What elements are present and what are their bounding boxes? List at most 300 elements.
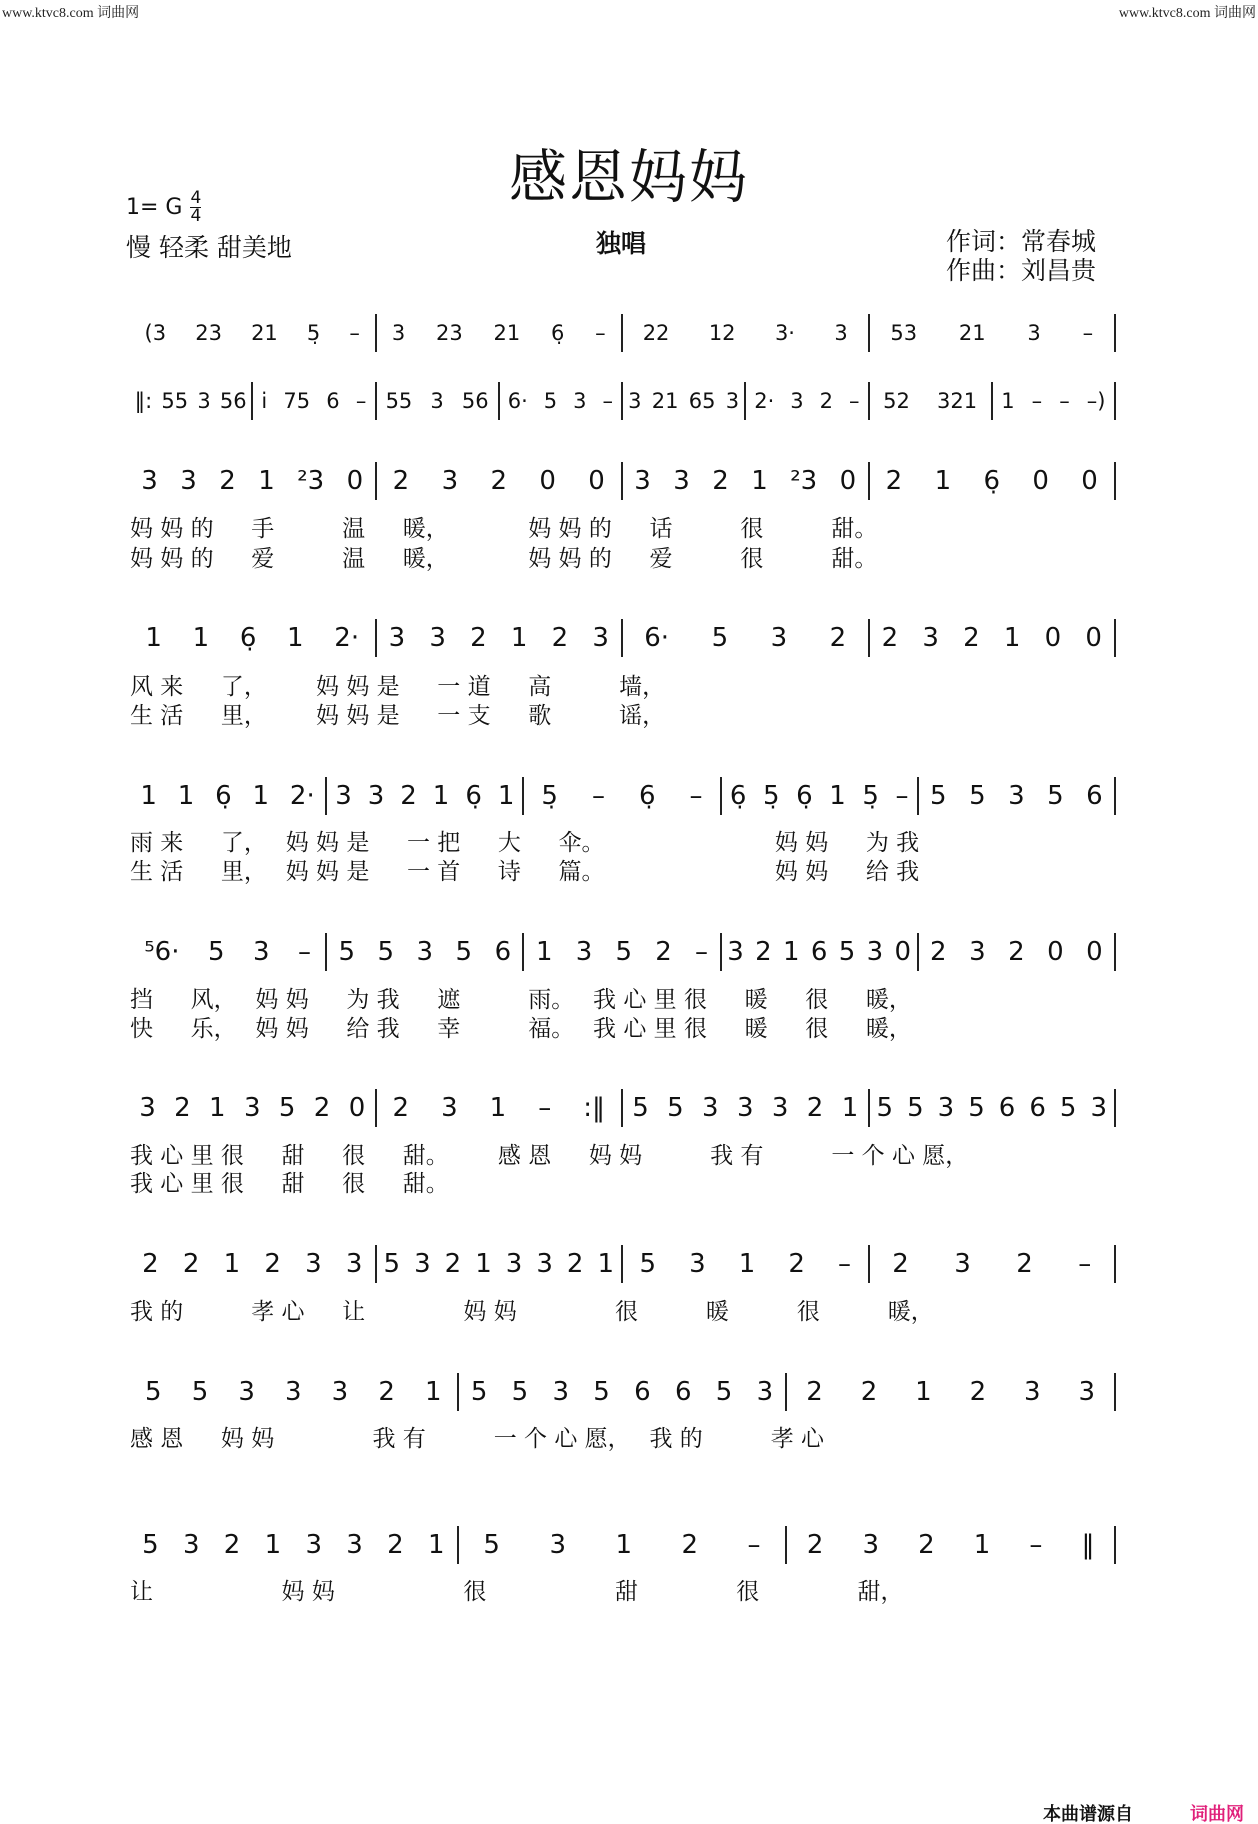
note: 55 [161, 389, 189, 413]
note: 5 [711, 623, 729, 653]
note: – [595, 321, 606, 345]
lyricist: 作词：常春城 [946, 227, 1097, 256]
note: 6· [644, 623, 670, 653]
note: 2 [470, 623, 487, 653]
note: 5 [632, 1093, 649, 1123]
note: 3 [367, 781, 385, 811]
note: 6 [674, 1377, 692, 1407]
measure [377, 389, 498, 413]
note: 2 [806, 1093, 824, 1123]
note: 3 [592, 623, 609, 653]
note: 3 [702, 1093, 719, 1123]
note: 0 [1085, 623, 1102, 653]
note: 1 [497, 781, 515, 811]
note: 3 [388, 623, 406, 653]
note: 5 [715, 1377, 733, 1407]
note: 3 [573, 389, 587, 413]
lyric-line: 生 活 里， 妈 妈 是 一 支 歌 谣， [130, 703, 666, 729]
note: 3 [197, 389, 211, 413]
note: – [538, 1093, 552, 1123]
measure [623, 321, 868, 345]
note: 3 [575, 937, 593, 967]
note: 3 [180, 466, 197, 496]
note: 2 [1016, 1249, 1033, 1279]
note: 2 [392, 466, 410, 496]
note: 3 [252, 937, 270, 967]
note: 3 [238, 1377, 255, 1407]
note: 6̣ [215, 781, 232, 811]
source-label: 本曲谱源自 [1043, 1804, 1133, 1824]
measure [130, 1093, 375, 1123]
note: 2 [378, 1377, 395, 1407]
lyric-line: 风 来 了， 妈 妈 是 一 道 高 墙， [130, 674, 666, 700]
note: 5 [969, 781, 986, 811]
note: 1 [192, 623, 210, 653]
note: 2 [551, 623, 569, 653]
note: 3 [689, 1249, 706, 1279]
note: 3 [429, 623, 446, 653]
measure [327, 937, 522, 967]
notation-system [130, 461, 1116, 501]
note: 3 [954, 1249, 971, 1279]
note: 12 [708, 321, 736, 345]
measure [870, 321, 1115, 345]
note: 1 [829, 781, 846, 811]
time-top: 4 [190, 188, 202, 208]
note: 3 [937, 1093, 955, 1123]
key: 1= G [126, 195, 183, 220]
note: 3 [727, 937, 744, 967]
note: 5 [470, 1377, 488, 1407]
measure [130, 623, 375, 653]
note: 3· [774, 321, 795, 345]
note: 6 [1029, 1093, 1046, 1123]
note: – [355, 389, 367, 413]
note: 3 [736, 1093, 754, 1123]
measure [870, 1249, 1115, 1279]
note: 6̣ [796, 781, 813, 811]
measure [377, 1249, 622, 1279]
measure [623, 466, 868, 496]
note: 3 [430, 389, 444, 413]
note: 2 [806, 1377, 823, 1407]
note: 6̣ [239, 623, 257, 653]
note: 3 [628, 389, 642, 413]
note: 2 [182, 1249, 200, 1279]
note: 3 [505, 1249, 523, 1279]
note: 0 [346, 466, 364, 496]
note: 2 [444, 1249, 462, 1279]
note: 5 [593, 1377, 610, 1407]
note: 2 [755, 937, 772, 967]
note: 3 [866, 937, 884, 967]
measure [524, 937, 719, 967]
note: 1 [432, 781, 450, 811]
note: – [602, 389, 613, 413]
note: 2 [963, 623, 980, 653]
note: 2· [289, 781, 315, 811]
note: 2 [969, 1377, 987, 1407]
note: 1 [223, 1249, 241, 1279]
note: – [1078, 1249, 1092, 1279]
note: 1 [973, 1530, 991, 1560]
note: 1 [751, 466, 768, 496]
note: 1 [177, 781, 195, 811]
measure [623, 1093, 868, 1123]
note: 2 [566, 1249, 584, 1279]
note: 53 [890, 321, 918, 345]
note: 3 [331, 1377, 349, 1407]
note: 0 [348, 1093, 366, 1123]
note: 23 [195, 321, 222, 345]
notation-system [130, 1372, 1116, 1412]
measure [500, 389, 621, 413]
note: 1 [841, 1093, 859, 1123]
note: 3 [725, 389, 740, 413]
bar-line [1114, 1373, 1116, 1411]
note: 3 [969, 937, 986, 967]
time-signature [190, 190, 201, 225]
note: 0 [1086, 937, 1103, 967]
note: – [1029, 1530, 1043, 1560]
note: 5 [511, 1377, 529, 1407]
watermark-right: www.ktvc8.com 词曲网 [1118, 6, 1256, 21]
note: 1 [145, 623, 162, 653]
note: –) [1086, 389, 1106, 413]
note: 2· [754, 389, 775, 413]
note: (3 [144, 321, 167, 345]
note: 3 [552, 1377, 570, 1407]
bar-line [1114, 619, 1116, 657]
note: ⁵6· [144, 937, 180, 967]
note: ²3 [297, 466, 325, 496]
measure [870, 389, 991, 413]
note: 65 [688, 389, 716, 413]
note: 3 [1008, 781, 1025, 811]
note: 2 [918, 1530, 935, 1560]
note: 0 [1032, 466, 1049, 496]
note: 2 [387, 1530, 404, 1560]
note: 1 [427, 1530, 445, 1560]
note: 1 [615, 1530, 633, 1560]
measure [327, 781, 522, 811]
note: 2 [881, 623, 899, 653]
note: 5 [207, 937, 225, 967]
note: – [848, 389, 860, 413]
note: ²3 [790, 466, 818, 496]
notation-system [130, 1088, 1116, 1128]
note: 21 [651, 389, 679, 413]
lyric-line: 我 的 孝 心 让 妈 妈 很 暖 很 暖， [130, 1299, 934, 1325]
lyric-line: 让 妈 妈 很 甜 很 甜， [130, 1579, 904, 1605]
note: 3 [790, 389, 804, 413]
bar-line [1114, 1526, 1116, 1564]
note: 6̣ [465, 781, 482, 811]
measure [524, 781, 719, 811]
lyric-line: 妈 妈 的 爱 温 暖， 妈 妈 的 爱 很 甜。 [130, 546, 878, 572]
note: 2· [334, 623, 360, 653]
note: 5 [639, 1249, 657, 1279]
note: 3 [862, 1530, 880, 1560]
note: 6 [998, 1093, 1016, 1123]
note: 3 [305, 1530, 322, 1560]
note: 3 [549, 1530, 566, 1560]
watermark-left: www.ktvc8.com 词曲网 [2, 6, 140, 21]
measure [459, 1530, 786, 1560]
note: 21 [251, 321, 278, 345]
measure [746, 389, 867, 413]
note: 2 [681, 1530, 699, 1560]
note: 0 [539, 466, 556, 496]
note: 2 [819, 389, 833, 413]
note: 2 [400, 781, 417, 811]
note: 2 [829, 623, 847, 653]
note: – [895, 781, 909, 811]
note: 5 [838, 937, 856, 967]
note: 5 [191, 1377, 209, 1407]
bar-line [1114, 382, 1116, 420]
note: 3 [391, 321, 406, 345]
note: 6̣ [729, 781, 747, 811]
note: 5 [383, 1249, 401, 1279]
note: 3 [441, 466, 459, 496]
note: 2 [930, 937, 947, 967]
measure [253, 389, 374, 413]
note: 5 [377, 937, 395, 967]
note: 3 [139, 1093, 156, 1123]
note: 3 [1078, 1377, 1096, 1407]
note: 5̣ [763, 781, 780, 811]
note: – [591, 781, 605, 811]
notation-system [130, 776, 1116, 816]
note: 75 [283, 389, 311, 413]
note: :‖ [583, 1093, 605, 1123]
note: 3 [141, 466, 158, 496]
note: 3 [673, 466, 690, 496]
note: 321 [937, 389, 978, 413]
note: 5 [667, 1093, 684, 1123]
note: 6̣ [638, 781, 656, 811]
note: 3 [922, 623, 939, 653]
note: 5 [455, 937, 473, 967]
note: – [837, 1249, 851, 1279]
note: 2 [219, 466, 236, 496]
note: 5̣ [306, 321, 321, 345]
note: 6· [507, 389, 528, 413]
measure [130, 389, 251, 413]
note: 2 [174, 1093, 191, 1123]
note: 3 [834, 321, 848, 345]
note: 1 [934, 466, 952, 496]
lyric-line: 挡 风， 妈 妈 为 我 遮 雨。 我 心 里 很 暖 很 暖， [130, 987, 912, 1013]
notation-system [130, 1244, 1116, 1284]
note: 5 [1047, 781, 1064, 811]
note: 23 [436, 321, 463, 345]
note: 5 [876, 1093, 894, 1123]
note: 52 [883, 389, 910, 413]
note: 0 [1081, 466, 1098, 496]
bar-line [1114, 314, 1116, 352]
note: 0 [839, 466, 857, 496]
note: 1 [489, 1093, 507, 1123]
measure [870, 1093, 1115, 1123]
measure [722, 781, 917, 811]
lyric-line: 我 心 里 很 甜 很 甜。 感 恩 妈 妈 我 有 一 个 心 愿， [130, 1143, 969, 1169]
measure [787, 1377, 1114, 1407]
time-bottom: 4 [190, 206, 202, 226]
note: 2 [892, 1249, 909, 1279]
note: 1 [1003, 623, 1021, 653]
note: 5 [278, 1093, 296, 1123]
note: i̇ [261, 389, 268, 413]
performance-type: 独唱 [596, 229, 647, 258]
note: 2 [712, 466, 729, 496]
note: 3 [770, 623, 788, 653]
note: 3 [416, 937, 434, 967]
note: – [689, 781, 703, 811]
note: 3 [1024, 1377, 1041, 1407]
note: – [1059, 389, 1070, 413]
note: 3 [414, 1249, 431, 1279]
note: – [297, 937, 311, 967]
note: 5 [543, 389, 558, 413]
note: 5̣ [862, 781, 879, 811]
bar-line [1114, 1245, 1116, 1283]
note: 1 [475, 1249, 492, 1279]
note: 0 [1047, 937, 1064, 967]
note: 2 [885, 466, 903, 496]
measure [919, 937, 1114, 967]
note: 3 [243, 1093, 261, 1123]
measure [130, 1249, 375, 1279]
note: 3 [1090, 1093, 1107, 1123]
note: 1 [783, 937, 800, 967]
note: 1 [915, 1377, 932, 1407]
measure [377, 321, 622, 345]
bar-line [1114, 777, 1116, 815]
note: 5 [142, 1530, 159, 1560]
note: 56 [461, 389, 489, 413]
note: 2 [806, 1530, 824, 1560]
lyric-line: 生 活 里， 妈 妈 是 一 首 诗 篇。 妈 妈 给 我 [130, 859, 920, 885]
measure [623, 389, 744, 413]
note: 6 [634, 1377, 651, 1407]
measure [722, 937, 917, 967]
note: 0 [588, 466, 605, 496]
note: 21 [493, 321, 521, 345]
measure [623, 1249, 868, 1279]
note: 2 [490, 466, 507, 496]
note: 1 [258, 466, 275, 496]
notation-system [130, 313, 1116, 353]
note: 1 [597, 1249, 614, 1279]
site-link[interactable]: 词曲网 [1190, 1804, 1244, 1824]
measure [870, 623, 1115, 653]
note: – [349, 321, 360, 345]
lyric-line: 妈 妈 的 手 温 暖， 妈 妈 的 话 很 甜。 [130, 516, 878, 542]
bar-line [1114, 462, 1116, 500]
lyric-line: 快 乐， 妈 妈 给 我 幸 福。 我 心 里 很 暖 很 暖， [130, 1016, 912, 1042]
note: 2 [142, 1249, 159, 1279]
note: 3 [305, 1249, 322, 1279]
notation-system [130, 1525, 1116, 1565]
note: 5 [483, 1530, 500, 1560]
composer: 作曲：刘昌贵 [946, 256, 1097, 285]
note: 3 [634, 466, 651, 496]
note: 1 [738, 1249, 756, 1279]
note: – [1082, 321, 1094, 345]
note: 6 [1086, 781, 1103, 811]
note: 3 [441, 1093, 458, 1123]
note: 5̣ [541, 781, 558, 811]
note: 1 [252, 781, 270, 811]
note: 2 [264, 1249, 281, 1279]
note: 5 [615, 937, 633, 967]
lyric-line: 雨 来 了， 妈 妈 是 一 把 大 伞。 妈 妈 为 我 [130, 830, 920, 856]
tempo-marking: 慢 轻柔 甜美地 [126, 233, 292, 262]
measure [459, 1377, 786, 1407]
note: – [695, 937, 708, 967]
note: ‖: [134, 389, 153, 413]
note: 5 [145, 1377, 162, 1407]
note: 6̣ [983, 466, 1000, 496]
note: 22 [642, 321, 670, 345]
note: 5 [1059, 1093, 1077, 1123]
note: 6 [810, 937, 828, 967]
measure [130, 466, 375, 496]
note: 1 [1001, 389, 1015, 413]
note: 6 [326, 389, 340, 413]
note: 1 [510, 623, 528, 653]
note: 2 [788, 1249, 805, 1279]
note: 1 [536, 937, 553, 967]
measure [130, 1530, 457, 1560]
notation-system [130, 381, 1116, 421]
song-title: 感恩妈妈 [508, 143, 749, 211]
note: 1 [287, 623, 304, 653]
note: 0 [894, 937, 912, 967]
note: 55 [385, 389, 413, 413]
lyric-line: 我 心 里 很 甜 很 甜。 [130, 1171, 449, 1197]
note: 2 [223, 1530, 241, 1560]
note: 3 [346, 1530, 363, 1560]
measure [377, 1093, 622, 1123]
measure [130, 781, 325, 811]
note: 1 [424, 1377, 442, 1407]
note: 6 [494, 937, 512, 967]
note: ‖ [1081, 1530, 1095, 1560]
note: 3 [345, 1249, 363, 1279]
notation-system [130, 618, 1116, 658]
note: 5 [907, 1093, 924, 1123]
note: 3 [182, 1530, 200, 1560]
bar-line [1114, 1089, 1116, 1127]
note: 3 [335, 781, 352, 811]
note: 3 [285, 1377, 302, 1407]
note: 3 [1027, 321, 1041, 345]
measure [870, 466, 1115, 496]
measure [919, 781, 1114, 811]
note: 1 [140, 781, 157, 811]
note: 5 [968, 1093, 985, 1123]
note: 1 [209, 1093, 226, 1123]
note: 56 [219, 389, 247, 413]
measure [130, 1377, 457, 1407]
bar-line [1114, 933, 1116, 971]
note: – [747, 1530, 761, 1560]
note: 2 [1008, 937, 1025, 967]
key-signature [126, 190, 201, 225]
